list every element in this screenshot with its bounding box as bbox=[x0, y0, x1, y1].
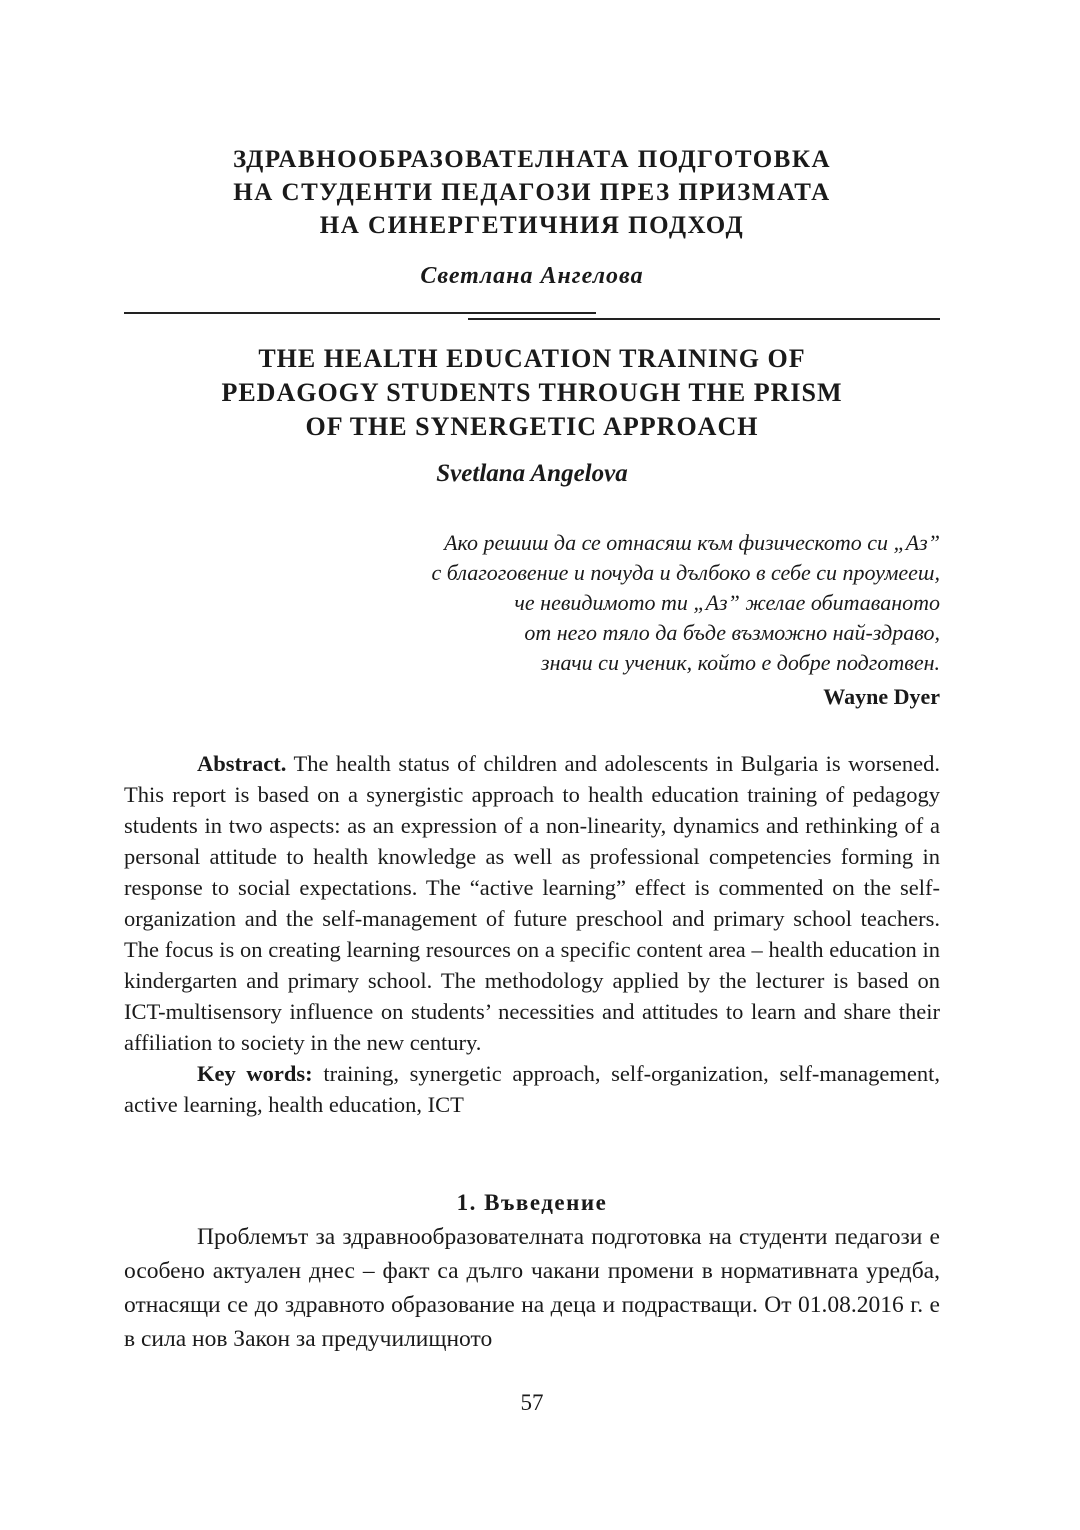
intro-paragraph: Проблемът за здравнообразователната подготовка на студенти педагози е особено актуален днес – факт са дълго чакани промени в нормативната уредба, отнасящи се до здравното образование на деца и подрастващи. От 01.08.2016 г. е в сила нов Закон за предучилищното bbox=[124, 1224, 940, 1352]
title-en-line: THE HEALTH EDUCATION TRAINING OF bbox=[258, 344, 806, 373]
title-en-line: PEDAGOGY STUDENTS THROUGH THE PRISM bbox=[221, 378, 843, 407]
epigraph-line: значи си ученик, който е добре подготвен. bbox=[540, 650, 940, 675]
divider-left bbox=[124, 312, 596, 314]
keywords-text: training, synergetic approach, self-organization, self-management, active learning, health education, ICT bbox=[124, 1061, 941, 1117]
keywords-label: Key words: bbox=[197, 1061, 313, 1086]
epigraph bbox=[124, 528, 940, 678]
section-heading: 1. Въведение bbox=[456, 1190, 608, 1215]
title-bulgarian bbox=[124, 143, 940, 242]
abstract-text: The health status of children and adolescents in Bulgaria is worsened. This report is based on a synergistic approach to health education training of pedagogy students in two aspects: as an expression of a non-linearity, dynamics and rethinking of a personal attitude to health knowledge as well as professional competencies forming in response to social expectations. The “active learning” effect is commented on the self-organization and the self-management of future preschool and primary school teachers. The focus is on creating learning resources on a specific content area – health education in kindergarten and primary school. The methodology applied by the lecturer is based on ICT-multisensory influence on students’ necessities and attitudes to learn and share their affiliation to society in the new century. bbox=[124, 751, 941, 1055]
epigraph-line: от него тяло да бъде възможно най-здраво, bbox=[524, 620, 940, 645]
title-english bbox=[124, 342, 940, 444]
epigraph-line: Ако решиш да се отнасяш към физическото си „Аз” bbox=[444, 530, 940, 555]
divider-right bbox=[468, 318, 940, 320]
epigraph-line: с благоговение и почуда и дълбоко в себе си проумееш, bbox=[431, 560, 940, 585]
author-english: Svetlana Angelova bbox=[436, 460, 628, 487]
author-bulgarian: Светлана Ангелова bbox=[420, 263, 644, 289]
intro-block bbox=[124, 1220, 940, 1356]
abstract-paragraph bbox=[124, 748, 940, 1058]
title-bg-line: НА СТУДЕНТИ ПЕДАГОЗИ ПРЕЗ ПРИЗМАТА bbox=[233, 179, 831, 206]
epigraph-author: Wayne Dyer bbox=[823, 684, 940, 709]
abstract-label: Abstract. bbox=[197, 751, 287, 776]
title-bg-line: ЗДРАВНООБРАЗОВАТЕЛНАТА ПОДГОТОВКА bbox=[232, 146, 832, 173]
page-number: 57 bbox=[520, 1390, 544, 1415]
title-en-line: OF THE SYNERGETIC APPROACH bbox=[305, 412, 759, 441]
title-bg-line: НА СИНЕРГЕТИЧНИЯ ПОДХОД bbox=[319, 212, 745, 239]
epigraph-line: че невидимото ти „Аз” желае обитаваното bbox=[514, 590, 940, 615]
keywords-paragraph bbox=[124, 1058, 940, 1120]
abstract-block bbox=[124, 748, 940, 1120]
